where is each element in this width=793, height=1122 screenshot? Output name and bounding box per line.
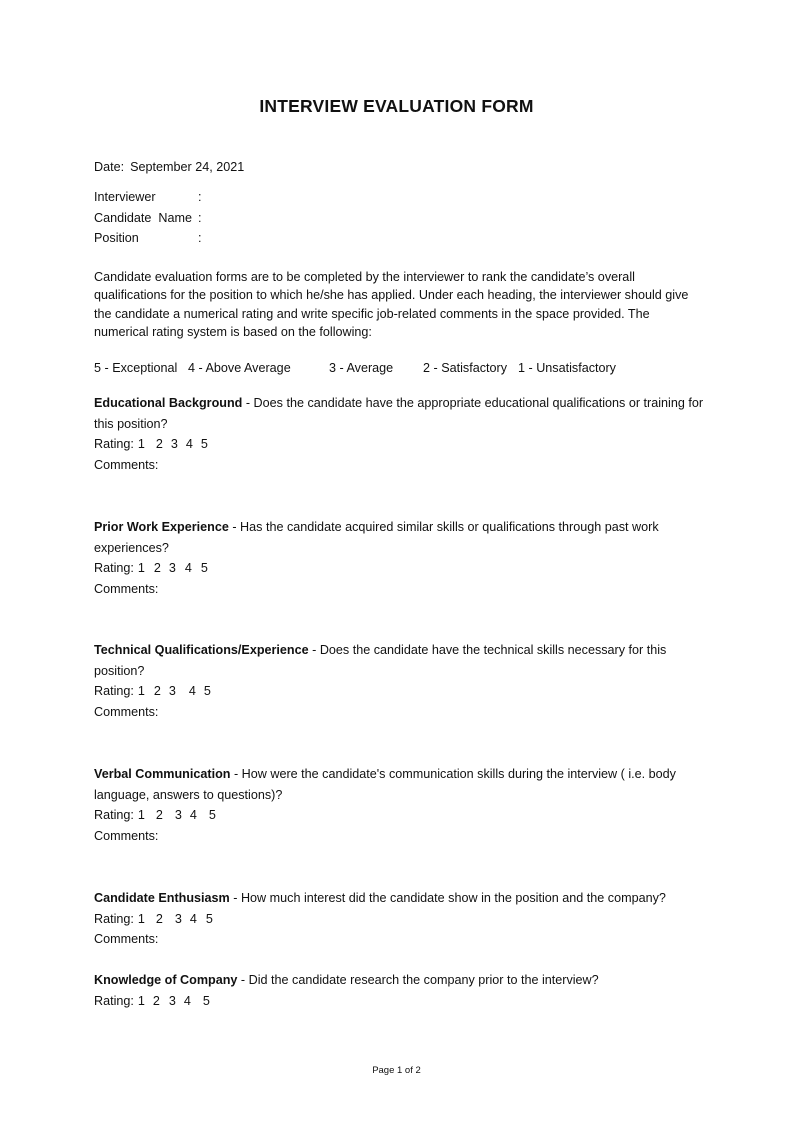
- section-question-text: - Has the candidate acquired similar skills or qualifications through past work experiences?: [94, 520, 659, 555]
- rating-options: [138, 909, 213, 930]
- section-heading: Technical Qualifications/Experience: [94, 643, 309, 657]
- rating-option-2[interactable]: 2: [155, 437, 163, 452]
- rating-line: [94, 558, 704, 579]
- section-prior-work-experience: [94, 517, 704, 599]
- rating-option-2[interactable]: 2: [153, 561, 161, 576]
- rating-options: [138, 434, 208, 455]
- section-question: [94, 393, 704, 434]
- rating-option-3[interactable]: 3: [170, 437, 178, 452]
- intro-paragraph: Candidate evaluation forms are to be completed by the interviewer to rank the candidate’s overall qualifications for the position to which he/she has applied. Under each heading, the interviewer should give the candidate a numerical rating and write specific job-related comments in the space provided. The numerical rating system is based on the following:: [94, 270, 689, 339]
- rating-option-2[interactable]: 2: [155, 911, 163, 926]
- section-question: [94, 970, 704, 991]
- rating-option-4[interactable]: 4: [183, 993, 191, 1008]
- rating-option-4[interactable]: 4: [189, 808, 197, 823]
- candidate-name-label: Candidate Name: [94, 210, 193, 225]
- position-label: Position: [94, 231, 139, 245]
- rating-label: Rating:: [94, 993, 134, 1008]
- section-question-text: - How were the candidate's communication skills during the interview ( i.e. body language, answers to questions)?: [94, 767, 676, 802]
- rating-option-4[interactable]: 4: [184, 561, 192, 576]
- rating-option-1[interactable]: 1: [137, 911, 145, 926]
- rating-option-2[interactable]: 2: [155, 808, 163, 823]
- rating-option-5[interactable]: 5: [200, 561, 208, 576]
- rating-option-4[interactable]: 4: [189, 911, 197, 926]
- rating-option-1[interactable]: 1: [137, 684, 145, 699]
- page-title: INTERVIEW EVALUATION FORM: [259, 96, 534, 116]
- rating-option-5[interactable]: 5: [200, 437, 208, 452]
- rating-options: [138, 558, 208, 579]
- rating-line: [94, 681, 704, 702]
- position-colon: :: [198, 231, 202, 245]
- comments-label: Comments:: [94, 932, 159, 947]
- rating-option-1[interactable]: 1: [137, 993, 145, 1008]
- section-question-text: - Did the candidate research the company prior to the interview?: [237, 973, 599, 987]
- comments-label: Comments:: [94, 704, 159, 719]
- rating-line: [94, 805, 704, 826]
- rating-label: Rating:: [94, 911, 134, 926]
- position-row: [94, 228, 202, 249]
- section-question-text: - Does the candidate have the technical skills necessary for this position?: [94, 643, 667, 678]
- scale-item-5: 5 - Exceptional: [94, 361, 178, 375]
- section-question: [94, 517, 704, 558]
- comments-label: Comments:: [94, 581, 159, 596]
- section-knowledge-of-company: [94, 970, 704, 1011]
- rating-option-2[interactable]: 2: [153, 684, 161, 699]
- section-heading: Verbal Communication: [94, 767, 231, 781]
- rating-label: Rating:: [94, 561, 134, 576]
- rating-option-1[interactable]: 1: [137, 561, 145, 576]
- rating-option-3[interactable]: 3: [168, 561, 176, 576]
- rating-option-4[interactable]: 4: [188, 684, 196, 699]
- rating-options: [138, 681, 211, 702]
- section-heading: Educational Background: [94, 396, 243, 410]
- interviewer-row: [94, 187, 202, 208]
- section-verbal-communication: [94, 764, 704, 846]
- rating-line: [94, 991, 704, 1012]
- rating-label: Rating:: [94, 808, 134, 823]
- section-technical-qualifications: [94, 640, 704, 722]
- rating-options: [138, 991, 210, 1012]
- rating-option-5[interactable]: 5: [205, 911, 213, 926]
- rating-option-3[interactable]: 3: [174, 808, 182, 823]
- rating-option-1[interactable]: 1: [137, 808, 145, 823]
- rating-scale: [94, 358, 714, 378]
- section-question-text: - Does the candidate have the appropriate educational qualifications or training for this position?: [94, 396, 704, 431]
- date-label: Date:: [94, 160, 125, 174]
- scale-item-4: 4 - Above Average: [188, 361, 291, 375]
- candidate-name-row: [94, 208, 202, 229]
- section-candidate-enthusiasm: [94, 888, 704, 950]
- section-question: [94, 764, 704, 805]
- section-question: [94, 888, 704, 909]
- section-question: [94, 640, 704, 681]
- page-number: Page 1 of 2: [372, 1065, 421, 1076]
- comments-label: Comments:: [94, 828, 159, 843]
- scale-item-1: 1 - Unsatisfactory: [518, 361, 616, 375]
- rating-option-2[interactable]: 2: [152, 993, 160, 1008]
- interviewer-label: Interviewer: [94, 190, 156, 204]
- comments-label: Comments:: [94, 457, 159, 472]
- candidate-name-colon: :: [198, 210, 202, 225]
- rating-option-5[interactable]: 5: [202, 993, 210, 1008]
- rating-label: Rating:: [94, 437, 134, 452]
- scale-item-2: 2 - Satisfactory: [423, 361, 507, 375]
- date-value: September 24, 2021: [130, 160, 245, 174]
- rating-option-5[interactable]: 5: [208, 808, 216, 823]
- section-educational-background: [94, 393, 704, 475]
- rating-option-3[interactable]: 3: [168, 684, 176, 699]
- rating-option-5[interactable]: 5: [203, 684, 211, 699]
- rating-line: [94, 909, 704, 930]
- rating-line: [94, 434, 704, 455]
- section-heading: Knowledge of Company: [94, 973, 238, 987]
- scale-item-3: 3 - Average: [329, 361, 394, 375]
- section-heading: Prior Work Experience: [94, 520, 229, 534]
- rating-options: [138, 805, 216, 826]
- rating-option-4[interactable]: 4: [185, 437, 193, 452]
- rating-label: Rating:: [94, 684, 134, 699]
- interviewer-colon: :: [198, 190, 202, 204]
- rating-option-3[interactable]: 3: [174, 911, 182, 926]
- date-line: [94, 157, 244, 177]
- rating-option-1[interactable]: 1: [137, 437, 145, 452]
- rating-option-3[interactable]: 3: [168, 993, 176, 1008]
- section-question-text: - How much interest did the candidate show in the position and the company?: [229, 891, 666, 905]
- candidate-info: [94, 187, 202, 249]
- section-heading: Candidate Enthusiasm: [94, 891, 230, 905]
